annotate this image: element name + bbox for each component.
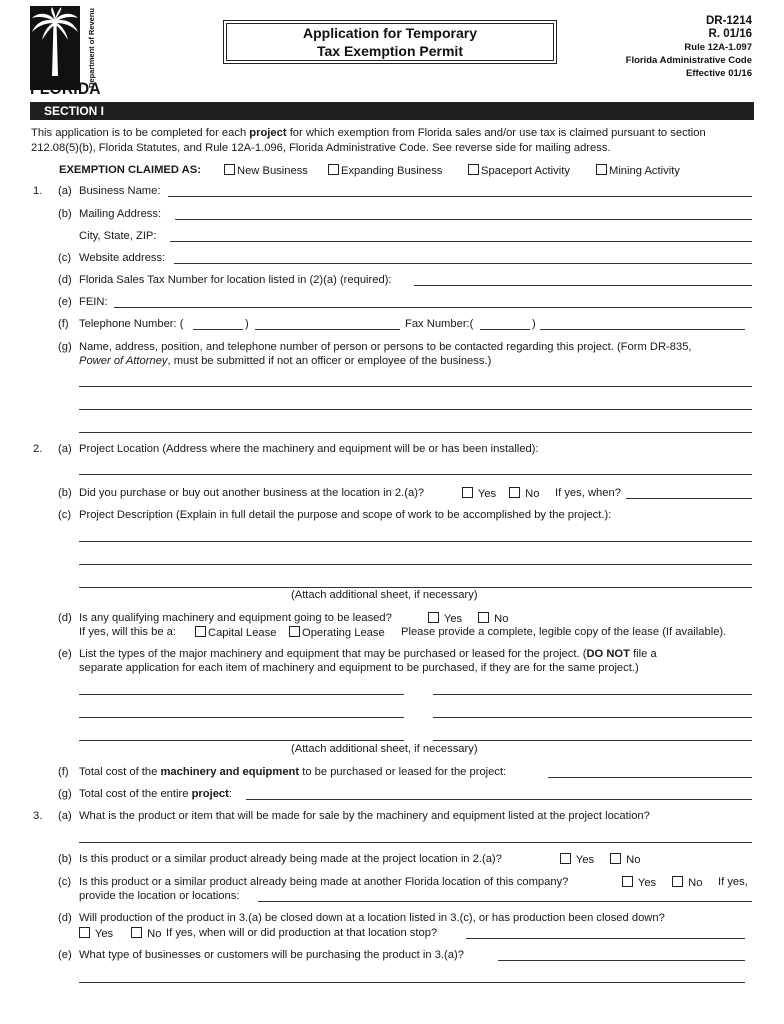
telephone-area-code-field[interactable]	[193, 329, 243, 330]
machinery-list-field-left-1[interactable]	[79, 694, 404, 695]
checkbox[interactable]	[468, 164, 479, 175]
production-closed-no[interactable]: No	[131, 927, 161, 940]
form-effective: Effective 01/16	[685, 68, 752, 79]
fein-field[interactable]	[114, 307, 752, 308]
item-letter: (b)	[58, 853, 72, 865]
project-location-field[interactable]	[79, 474, 752, 475]
business-name-label: Business Name:	[79, 185, 161, 197]
item-letter: (c)	[58, 252, 72, 264]
question-number: 2.	[33, 443, 43, 455]
checkbox[interactable]	[428, 612, 439, 623]
paren-close: )	[532, 318, 536, 330]
question-number: 3.	[33, 810, 43, 822]
customers-label: What type of businesses or customers will be purchasing the product in 3.(a)?	[79, 949, 464, 961]
machinery-list-field-right-2[interactable]	[433, 717, 752, 718]
leased-question-label: Is any qualifying machinery and equipment going to be leased?	[79, 612, 392, 624]
contact-person-field-1[interactable]	[79, 386, 752, 387]
product-other-location-no[interactable]: No	[672, 876, 702, 889]
machinery-list-field-right-1[interactable]	[433, 694, 752, 695]
item-letter: (f)	[58, 318, 69, 330]
business-name-field[interactable]	[168, 196, 752, 197]
section-label: SECTION I	[44, 104, 105, 118]
product-other-location-label: Is this product or a similar product already being made at another Florida location of this company?	[79, 876, 569, 888]
item-letter: (g)	[58, 341, 72, 353]
lease-type-label: If yes, will this be a:	[79, 626, 176, 638]
item-letter: (f)	[58, 766, 69, 778]
exemption-label: EXEMPTION CLAIMED AS:	[59, 164, 201, 176]
form-title-line1: Application for Temporary	[303, 25, 477, 41]
fax-number-field[interactable]	[540, 329, 745, 330]
lease-copy-note: Please provide a complete, legible copy of the lease (If available).	[401, 626, 727, 638]
exemption-new-business[interactable]: New Business	[224, 164, 308, 177]
form-rule: Rule 12A-1.097	[684, 42, 752, 53]
production-stop-label: If yes, when will or did production at that location stop?	[166, 927, 438, 939]
city-state-zip-field[interactable]	[170, 241, 752, 242]
buyout-when-field[interactable]	[626, 498, 752, 499]
sales-tax-number-label: Florida Sales Tax Number for location listed in (2)(a) (required):	[79, 274, 392, 286]
leased-no-option[interactable]: No	[478, 612, 508, 625]
checkbox[interactable]	[622, 876, 633, 887]
fax-area-code-field[interactable]	[480, 329, 530, 330]
item-letter: (d)	[58, 274, 72, 286]
mailing-address-field[interactable]	[175, 219, 752, 220]
checkbox[interactable]	[462, 487, 473, 498]
fax-label: Fax Number:(	[405, 318, 474, 330]
contact-person-field-3[interactable]	[79, 432, 752, 433]
project-description-field-2[interactable]	[79, 564, 752, 565]
product-other-location-yes[interactable]: Yes	[622, 876, 656, 889]
contact-person-label-line2: Power of Attorney, must be submitted if not an officer or employee of the business.)	[79, 355, 492, 367]
production-stop-field[interactable]	[466, 938, 745, 939]
buyout-question-label: Did you purchase or buy out another business at the location in 2.(a)?	[79, 487, 425, 499]
exemption-expanding-business[interactable]: Expanding Business	[328, 164, 442, 177]
item-letter: (a)	[58, 810, 72, 822]
paren-close: )	[245, 318, 249, 330]
checkbox[interactable]	[328, 164, 339, 175]
sales-tax-number-field[interactable]	[414, 285, 752, 286]
checkbox[interactable]	[478, 612, 489, 623]
production-closed-label: Will production of the product in 3.(a) be closed down at a location listed in 3.(c), or has production been closed down?	[79, 912, 665, 924]
section-header-bar	[30, 102, 754, 120]
machinery-list-label-line2: separate application for each item of machinery and equipment to be purchased, if they are for the same project.)	[79, 662, 639, 674]
project-description-field-1[interactable]	[79, 541, 752, 542]
item-letter: (e)	[58, 296, 72, 308]
telephone-label: Telephone Number: (	[79, 318, 184, 330]
item-letter: (e)	[58, 949, 72, 961]
product-at-location-yes[interactable]: Yes	[560, 853, 594, 866]
machinery-cost-field[interactable]	[548, 777, 752, 778]
intro-paragraph: This application is to be completed for each project for which exemption from Florida sales and/or use tax is claimed pursuant to section 212.08(5)(b), Florida Statutes, and Rule 12A-1.096, Florida Administrative Code. See reverse side for mailing adress.	[31, 127, 706, 154]
item-letter: (b)	[58, 208, 72, 220]
form-title-box	[223, 20, 557, 64]
form-code: Florida Administrative Code	[625, 55, 752, 66]
checkbox[interactable]	[560, 853, 571, 864]
mailing-address-label: Mailing Address:	[79, 208, 162, 220]
department-of-revenue-vertical	[84, 8, 96, 90]
project-description-field-3[interactable]	[79, 587, 752, 588]
machinery-list-field-left-2[interactable]	[79, 717, 404, 718]
product-question-label: What is the product or item that will be made for sale by the machinery and equipment listed at the project location?	[79, 810, 650, 822]
other-locations-label: provide the location or locations:	[79, 890, 240, 902]
project-description-label: Project Description (Explain in full detail the purpose and scope of work to be accomplished by the project.):	[79, 509, 612, 521]
form-number-block	[626, 15, 752, 80]
machinery-list-field-left-3[interactable]	[79, 740, 404, 741]
fein-label: FEIN:	[79, 296, 108, 308]
product-at-location-label: Is this product or a similar product already being made at the project location in 2.(a)?	[79, 853, 502, 865]
item-letter: (c)	[58, 876, 72, 888]
checkbox[interactable]	[672, 876, 683, 887]
customers-field-2[interactable]	[79, 982, 745, 983]
checkbox[interactable]	[596, 164, 607, 175]
checkbox[interactable]	[131, 927, 142, 938]
attach-note: (Attach additional sheet, if necessary)	[291, 589, 478, 601]
form-title-line2: Tax Exemption Permit	[316, 43, 463, 59]
website-address-label: Website address:	[79, 252, 166, 264]
checkbox[interactable]	[224, 164, 235, 175]
leased-yes-option[interactable]: Yes	[428, 612, 462, 625]
form-revision: R. 01/16	[708, 28, 752, 40]
telephone-number-field[interactable]	[255, 329, 400, 330]
buyout-no-option[interactable]: No	[509, 487, 539, 500]
form-number: DR-1214	[705, 15, 752, 27]
if-yes-label: If yes,	[718, 876, 748, 888]
operating-lease-option[interactable]: Operating Lease	[289, 626, 385, 639]
checkbox[interactable]	[289, 626, 300, 637]
other-locations-field[interactable]	[258, 901, 752, 902]
attach-note: (Attach additional sheet, if necessary)	[291, 743, 478, 755]
contact-person-field-2[interactable]	[79, 409, 752, 410]
buyout-when-label: If yes, when?	[555, 487, 621, 499]
item-letter: (g)	[58, 788, 72, 800]
customers-field-1[interactable]	[498, 960, 745, 961]
project-cost-label: Total cost of the entire project:	[79, 788, 232, 800]
machinery-cost-label: Total cost of the machinery and equipment to be purchased or leased for the project:	[79, 766, 507, 778]
florida-palm-logo	[30, 6, 80, 90]
item-letter: (d)	[58, 912, 72, 924]
palm-tree-icon	[30, 6, 80, 78]
item-letter: (b)	[58, 487, 72, 499]
item-letter: (c)	[58, 509, 72, 521]
item-letter: (a)	[58, 185, 72, 197]
product-at-location-no[interactable]: No	[610, 853, 640, 866]
machinery-list-field-right-3[interactable]	[433, 740, 752, 741]
item-letter: (e)	[58, 648, 72, 660]
buyout-yes-option[interactable]: Yes	[462, 487, 496, 500]
checkbox[interactable]	[610, 853, 621, 864]
project-cost-field[interactable]	[246, 799, 752, 800]
exemption-spaceport-activity[interactable]: Spaceport Activity	[468, 164, 570, 177]
machinery-list-label-line1: List the types of the major machinery and equipment that may be purchased or leased for the project. (DO NOT file a	[79, 648, 657, 660]
checkbox[interactable]	[79, 927, 90, 938]
exemption-mining-activity[interactable]: Mining Activity	[596, 164, 680, 177]
item-letter: (d)	[58, 612, 72, 624]
checkbox[interactable]	[509, 487, 520, 498]
florida-wordmark: FLORIDA	[30, 79, 101, 98]
website-address-field[interactable]	[174, 263, 752, 264]
product-field[interactable]	[79, 842, 752, 843]
item-letter: (a)	[58, 443, 72, 455]
capital-lease-option[interactable]: Capital Lease	[195, 626, 276, 639]
checkbox[interactable]	[195, 626, 206, 637]
city-state-zip-label: City, State, ZIP:	[79, 230, 157, 242]
production-closed-yes[interactable]: Yes	[79, 927, 113, 940]
question-number: 1.	[33, 185, 43, 197]
svg-text:Department of Revenue: Department of Revenue	[87, 8, 96, 88]
project-location-label: Project Location (Address where the machinery and equipment will be or has been installed):	[79, 443, 539, 455]
contact-person-label-line1: Name, address, position, and telephone number of person or persons to be contacted regarding this project. (Form DR-835,	[79, 341, 692, 353]
